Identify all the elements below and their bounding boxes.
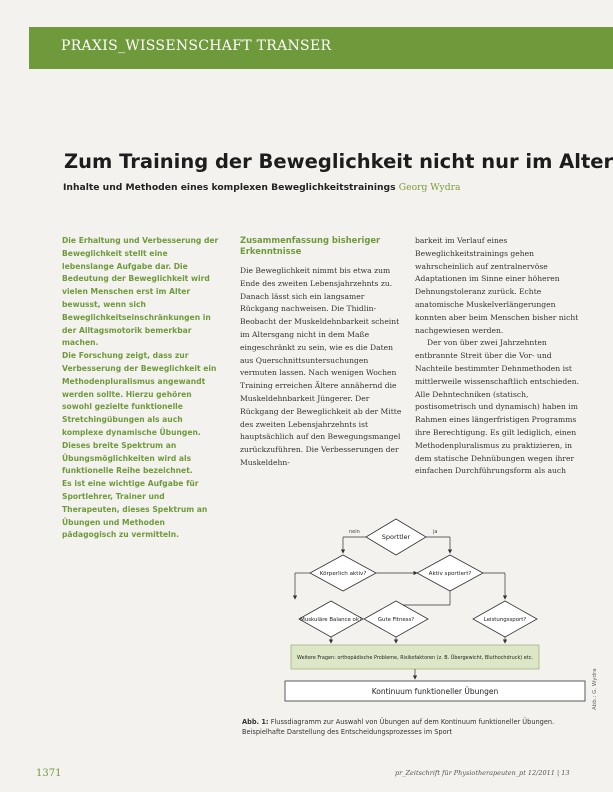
caption-text: Flussdiagramm zur Auswahl von Übungen auf dem Kontinuum funktioneller Übungen. Beispielhafte Darstellung des Entscheidungsprozesses im Sport [242,718,555,736]
result-text: Kontinuum funktioneller Übungen [371,687,499,696]
flowchart-diagram [283,515,588,705]
summary-heading: Zusammenfassung bisheriger Erkenntnisse [240,235,381,256]
yes-label: ja [433,529,438,535]
intro-paragraph: Die Erhaltung und Verbesserung der Beweglichkeit stellt eine lebenslange Aufgabe dar. Die Bedeutung der Beweglichkeit wird vielen Menschen erst im Alter bewusst, wenn sich Beweglichkeitseinschränkungen in der Alltagsmotorik bemerkbar machen. [62,236,219,348]
question-a-label: Muskuläre Balance ok? [300,617,362,623]
article-subtitle [63,182,460,193]
summary-column [240,235,402,470]
intro-paragraph: Es ist eine wichtige Aufgabe für Sportlehrer, Trainer und Therapeuten, dieses Spektrum an Übungen und Methoden pädagogisch zu vermitteln. [62,479,208,540]
credit-text: Abb.: G. Wydra [592,668,598,710]
summary-paragraph: Die Beweglichkeit nimmt bis etwa zum Ende des zweiten Lebensjahrzehnts zu. Danach lässt sich ein langsamer Rückgang nachweisen. Die Thidlin-Beobacht der Muskeldehnbarkeit scheint im Altersgang nicht in dem Maße eingeschränkt zu sein, wie es die Daten aus Querschnittsuntersuchungen vermuten lassen. Nach wenigen Wochen Training erreichen Ältere annähernd die Muskeldehnbarkeit Jüngerer. Der Rückgang der Beweglichkeit ab der Mitte des zweiten Lebensjahrzehnts ist hauptsächlich auf den Bewegungsmangel zurückzuführen. Die Verbesserungen der Muskeldehn- [240,266,402,467]
section-header-bar [29,27,613,69]
info-text: Weitere Fragen: orthopädische Probleme, Risikofaktoren (z. B. Übergewicht, Bluthochdruck) etc. [297,655,547,661]
body-column [415,235,585,478]
question-c-label: Leistungssport? [483,617,527,623]
intro-column [62,235,220,542]
right-question-label: Aktiv sportiert? [428,571,472,577]
page-number: 1371 [36,768,62,779]
question-b-label: Gute Fitness? [377,617,415,623]
section-header-label: PRAXIS_WISSENSCHAFT TRANSER [61,38,332,54]
article-title: Zum Training der Beweglichkeit nicht nur im Alter [64,150,613,173]
intro-paragraph: Die Forschung zeigt, dass zur Verbesserung der Beweglichkeit ein Methodenpluralismus angewandt werden sollte. Hierzu gehören sowohl gezielte funktionelle Stretchingübungen als auch komplexe dynamische Übungen. Dieses breite Spektrum an Übungsmöglichkeiten wird als funktionelle Reihe bezeichnet. [62,351,217,476]
body-paragraph: Der von über zwei Jahrzehnten entbrannte Streit über die Vor- und Nachteile bestimmter Dehnmethoden ist mittlerweile wissenschaftlich entschieden. Alle Dehntechniken (statisch, postisometrisch und dynamisch) haben im Rahmen eines längerfristigen Programms ihre Berechtigung. Es gilt lediglich, einen Methodenpluralismus zu praktizieren, in dem statische Dehnübungen wegen ihrer einfachen Durchführungsform als auch [415,338,580,476]
author-name: Georg Wydra [398,182,461,193]
subtitle-text: Inhalte und Methoden eines komplexen Beweglichkeitstrainings [63,182,396,193]
caption-label: Abb. 1: [242,718,269,726]
no-label: nein [349,529,360,535]
journal-footer: pr_Zeitschrift für Physiotherapeuten_pt 12/2011 | 13 [395,769,570,777]
figure-caption [242,717,587,737]
image-credit [592,650,606,710]
start-label: Sporttler [381,533,411,541]
body-paragraph: barkeit im Verlauf eines Beweglichkeitstrainings gehen wahrscheinlich auf zentralnervöse Adaptationen im Sinne einer höheren Dehnungstoleranz zurück. Echte anatomische Muskelverlängerungen konnten aber beim Menschen bisher nicht nachgewiesen werden. [415,236,579,335]
left-question-label: Körperlich aktiv? [319,571,367,577]
